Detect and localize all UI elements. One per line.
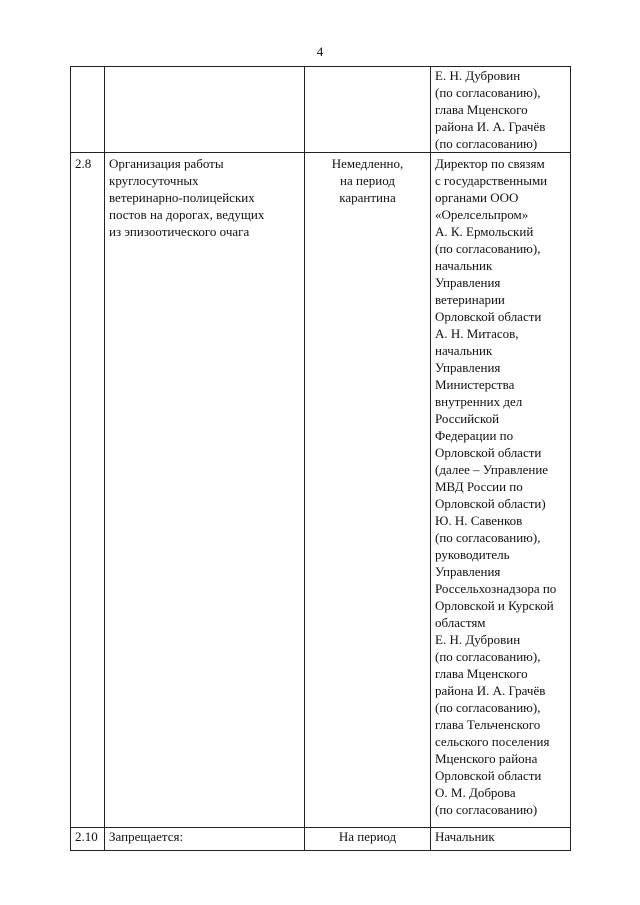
cell-line: А. Н. Митасов,: [435, 326, 519, 341]
cell-line: Орловской области: [435, 768, 542, 783]
item-number-cell: 2.10: [71, 828, 105, 851]
cell-line: Запрещается:: [109, 829, 184, 844]
cell-line: глава Мценского: [435, 666, 528, 681]
cell-line: (по согласованию): [435, 136, 538, 151]
cell-line: Орловской области: [435, 309, 542, 324]
cell-line: (по согласованию): [435, 802, 538, 817]
cell-line: Орловской области): [435, 496, 546, 511]
cell-line: Управления: [435, 275, 501, 290]
cell-line: Директор по связям: [435, 156, 545, 171]
cell-line: (далее – Управление: [435, 462, 549, 477]
cell-line: (по согласованию),: [435, 530, 541, 545]
cell-line: Российской: [435, 411, 500, 426]
cell-line: На период: [338, 829, 397, 844]
cell-line: Е. Н. Дубровин: [435, 632, 521, 647]
cell-line: Орловской области: [435, 445, 542, 460]
table-row: [71, 67, 571, 153]
table-row: [71, 153, 571, 828]
cell-line: начальник: [435, 258, 493, 273]
cell-line: постов на дорогах, ведущих: [109, 207, 265, 222]
cell-line: А. К. Ермольский: [435, 224, 534, 239]
cell-line: из эпизоотического очага: [109, 224, 250, 239]
item-number-cell: 2.8: [71, 153, 105, 828]
cell-line: внутренних дел: [435, 394, 523, 409]
cell-line: (по согласованию),: [435, 700, 541, 715]
cell-line: начальник: [435, 343, 493, 358]
cell-line: (по согласованию),: [435, 241, 541, 256]
cell-line: Орловской и Курской: [435, 598, 554, 613]
term-cell: [305, 67, 431, 153]
measures-table: [70, 66, 571, 851]
cell-line: Министерства: [435, 377, 515, 392]
cell-line: на период: [340, 173, 395, 188]
cell-line: глава Тельченского: [435, 717, 541, 732]
item-number-cell: [71, 67, 105, 153]
cell-line: Немедленно,: [331, 156, 404, 171]
cell-line: Е. Н. Дубровин: [435, 68, 521, 83]
cell-line: карантина: [339, 190, 396, 205]
cell-line: Мценского района: [435, 751, 538, 766]
cell-line: руководитель: [435, 547, 510, 562]
cell-line: района И. А. Грачёв: [435, 119, 546, 134]
action-cell: [105, 67, 305, 153]
cell-line: круглосуточных: [109, 173, 199, 188]
cell-line: МВД России по: [435, 479, 523, 494]
cell-line: Россельхознадзора по: [435, 581, 557, 596]
cell-line: (по согласованию),: [435, 85, 541, 100]
responsible-cell: [431, 153, 571, 828]
cell-line: (по согласованию),: [435, 649, 541, 664]
page-number: 4: [316, 44, 324, 59]
responsible-cell: [431, 828, 571, 851]
cell-line: областям: [435, 615, 486, 630]
cell-line: Организация работы: [109, 156, 224, 171]
cell-line: Ю. Н. Савенков: [435, 513, 523, 528]
cell-line: сельского поселения: [435, 734, 550, 749]
cell-line: О. М. Доброва: [435, 785, 516, 800]
cell-line: Управления: [435, 564, 501, 579]
cell-line: ветеринарно-полицейских: [109, 190, 255, 205]
cell-line: органами ООО: [435, 190, 519, 205]
term-cell: [305, 828, 431, 851]
cell-line: Управления: [435, 360, 501, 375]
cell-line: ветеринарии: [435, 292, 505, 307]
cell-line: «Орелсельпром»: [435, 207, 529, 222]
cell-line: района И. А. Грачёв: [435, 683, 546, 698]
action-cell: [105, 153, 305, 828]
cell-line: Федерации по: [435, 428, 514, 443]
cell-line: Начальник: [435, 829, 495, 844]
responsible-cell: [431, 67, 571, 153]
cell-line: глава Мценского: [435, 102, 528, 117]
cell-line: с государственными: [435, 173, 548, 188]
table-row: [71, 828, 571, 851]
action-cell: [105, 828, 305, 851]
term-cell: [305, 153, 431, 828]
